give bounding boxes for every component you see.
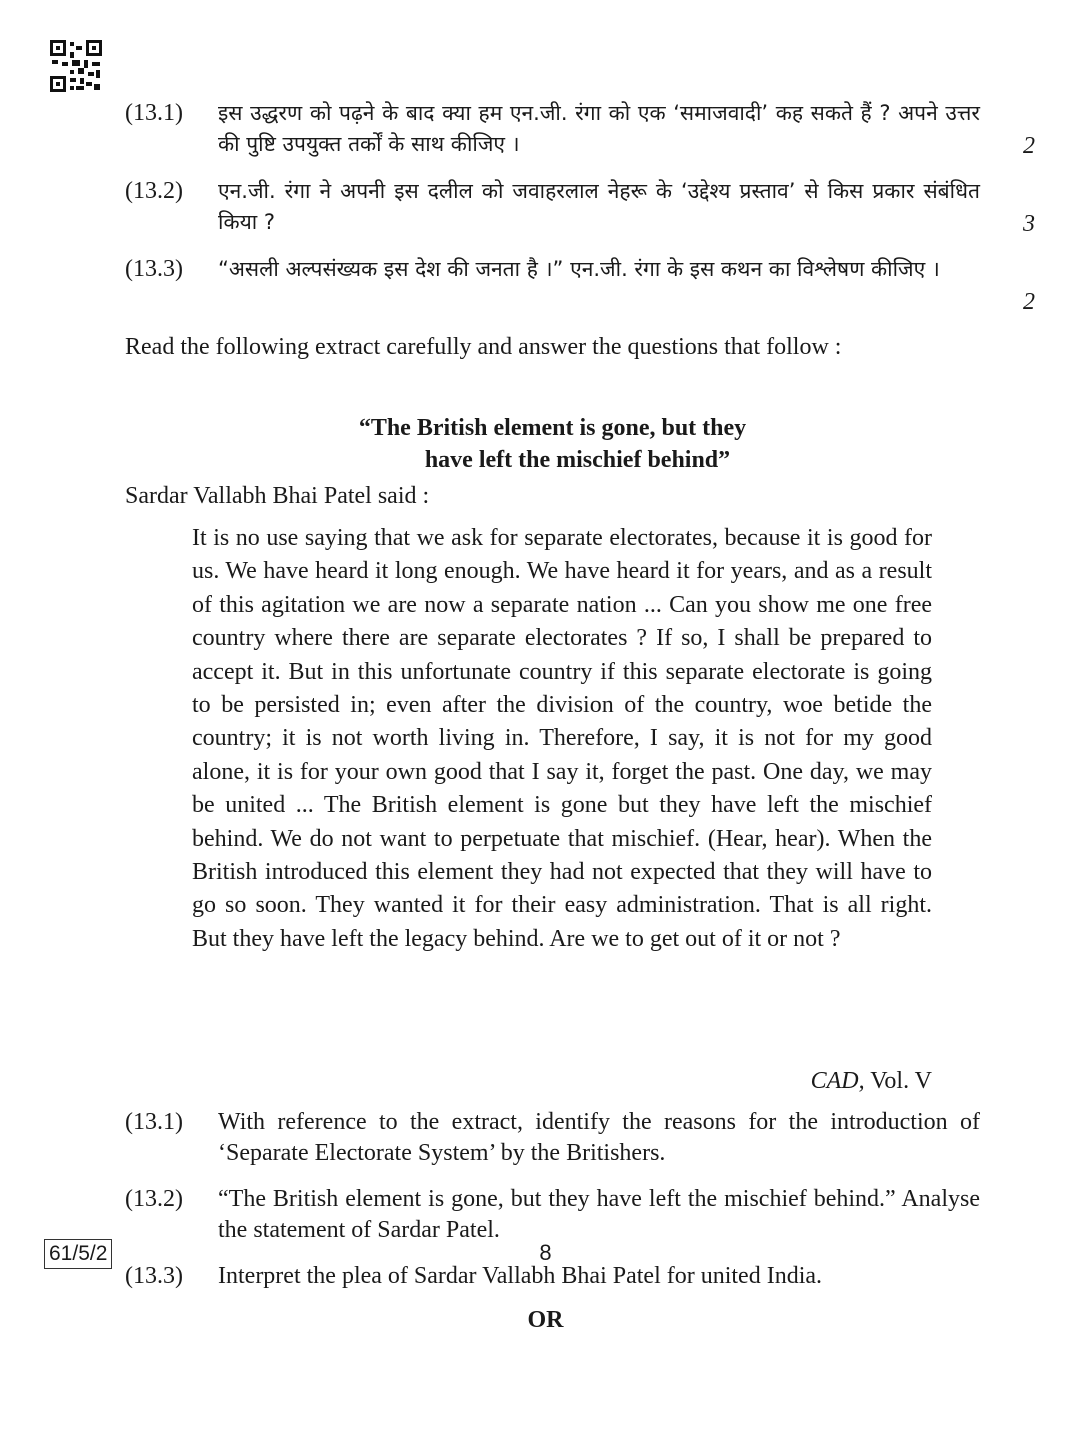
- question-text: एन.जी. रंगा ने अपनी इस दलील को जवाहरलाल नेहरू के ‘उद्देश्य प्रस्ताव’ से किस प्रकार संबंधित किया ?: [218, 179, 980, 234]
- or-separator: OR: [527, 1307, 564, 1333]
- extract-body: It is no use saying that we ask for separate electorates, because it is good for us. We have heard it long enough. We have heard it for years, and as a result of this agitation we are now a separate nation ... Can you show me one free country where there are separate electorates ? If so, I shall be prepared to accept it. But in this unfortunate country if this separate electorate is going to be persisted in; even after the division of the country, woe betide the country; it is not worth living in. Therefore, I say, it is not for my good alone, it is for your own good that I say it, forget the past. One day, we may be united ... The British element is gone but they have left the mischief behind. We do not want to perpetuate that mischief. (Hear, hear). When the British introduced this element they had not expected that they will have to go so soon. They wanted it for their easy administration. That is all right. But they have left the legacy behind. Are we to get out of it or not ?: [192, 525, 932, 952]
- question-marks: 2: [1023, 289, 1035, 315]
- page-number: 8: [539, 1240, 552, 1265]
- extract-speaker: Sardar Vallabh Bhai Patel said :: [125, 483, 430, 509]
- question-marks: 2: [1023, 133, 1035, 159]
- question-number: (13.3): [125, 1263, 183, 1289]
- question-text: “The British element is gone, but they have left the mischief behind.” Analyse the statement of Sardar Patel.: [218, 1186, 980, 1243]
- question-text: “असली अल्पसंख्यक इस देश की जनता है ।” एन.जी. रंगा के इस कथन का विश्लेषण कीजिए ।: [218, 257, 940, 281]
- extract-title-line-2: have left the mischief behind”: [424, 447, 731, 473]
- question-number: (13.1): [125, 100, 183, 126]
- question-text: Interpret the plea of Sardar Vallabh Bhai Patel for united India.: [218, 1263, 823, 1289]
- paper-code: 61/5/2: [44, 1239, 112, 1269]
- question-marks: 3: [1023, 211, 1035, 237]
- qr-code-icon: [50, 40, 102, 92]
- source-title: CAD,: [810, 1068, 865, 1094]
- question-number: (13.3): [125, 256, 183, 282]
- question-number: (13.1): [125, 1109, 183, 1135]
- question-number: (13.2): [125, 1186, 183, 1212]
- question-text: इस उद्धरण को पढ़ने के बाद क्या हम एन.जी. रंगा को एक ‘समाजवादी’ कह सकते हैं ? अपने उत्तर की पुष्टि उपयुक्त तर्कों के साथ कीजिए ।: [218, 101, 980, 156]
- source-volume: Vol. V: [864, 1068, 932, 1094]
- extract-source: [700, 1066, 932, 1096]
- extract-title-line-1: “The British element is gone, but they: [358, 415, 747, 441]
- question-number: (13.2): [125, 178, 183, 204]
- question-text: With reference to the extract, identify the reasons for the introduction of ‘Separate Electorate System’ by the Britishers.: [218, 1109, 980, 1166]
- extract-instructions: Read the following extract carefully and answer the questions that follow :: [125, 334, 842, 360]
